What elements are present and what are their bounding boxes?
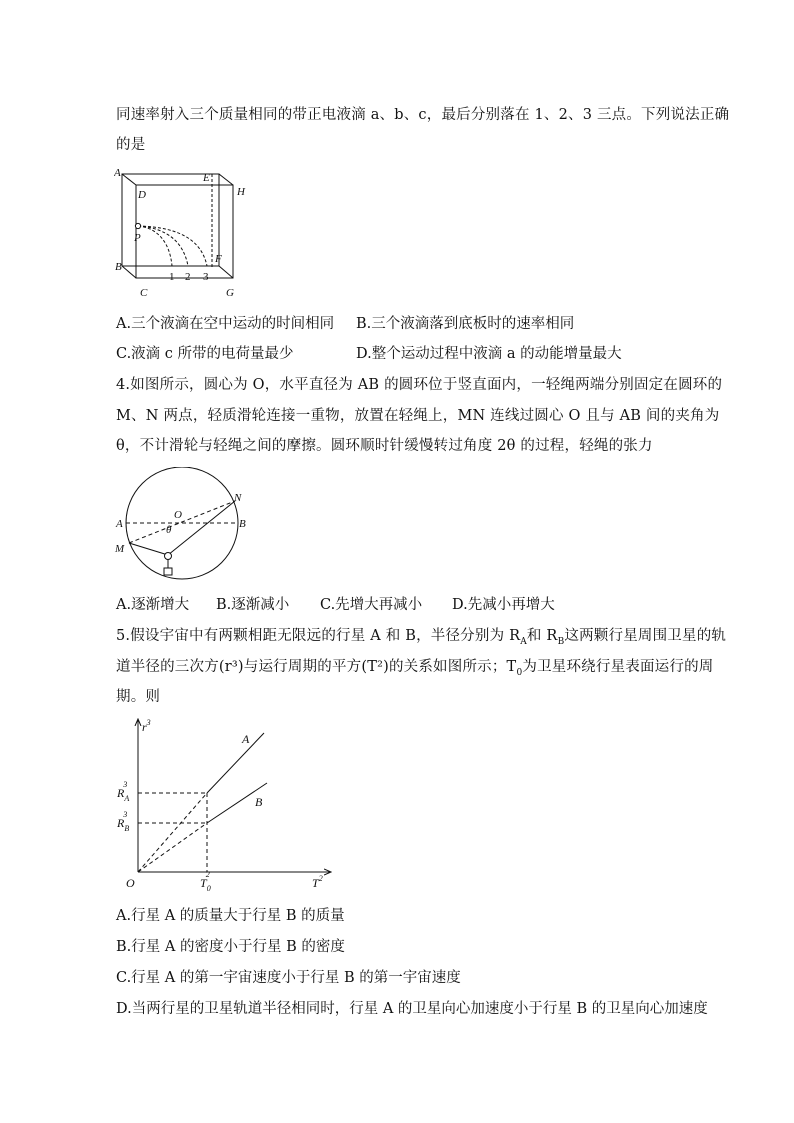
q3-option-c: C.液滴 c 所带的电荷量最少 bbox=[116, 346, 294, 362]
q5-stem-part2: 和 R bbox=[526, 628, 558, 644]
q4-circle-figure bbox=[112, 467, 260, 585]
q4-option-a: A.逐渐增大 bbox=[116, 597, 190, 613]
label-d: D bbox=[138, 189, 146, 201]
q5-option-b: B.行星 A 的密度小于行星 B 的密度 bbox=[116, 939, 345, 955]
pulley bbox=[165, 553, 172, 560]
q4-option-d: D.先减小再增大 bbox=[452, 597, 555, 613]
q5-stem-sub-a: A bbox=[520, 636, 527, 647]
line-b-label: B bbox=[255, 795, 263, 809]
label-a: A bbox=[114, 167, 121, 179]
q3-box-figure bbox=[114, 164, 254, 304]
t0-label: $T_02$ bbox=[200, 870, 211, 891]
weight bbox=[164, 568, 172, 575]
q5-option-d: D.当两行星的卫星轨道半径相同时，行星 A 的卫星向心加速度小于行星 B 的卫星向心加速度 bbox=[116, 1001, 708, 1017]
origin-label: O bbox=[126, 876, 135, 890]
line-b-dashed bbox=[138, 823, 207, 872]
q5-stem-line1 bbox=[116, 624, 726, 647]
q5-stem-line2-sub: 0 bbox=[516, 667, 523, 678]
q4-stem-line3: θ，不计滑轮与轻绳之间的摩擦。圆环顺时针缓慢转过角度 2θ 的过程，轻绳的张力 bbox=[116, 438, 653, 454]
q4-stem-line2: M、N 两点，轻质滑轮连接一重物，放置在轻绳上，MN 连线过圆心 O 且与 AB 间的夹角为 bbox=[116, 408, 720, 424]
q5-stem-line2-tail: 为卫星环绕行星表面运行的周 bbox=[522, 659, 714, 675]
line-a bbox=[207, 733, 264, 793]
y-axis-label: $r^3$ bbox=[142, 718, 151, 734]
q5-option-c: C.行星 A 的第一宇宙速度小于行星 B 的第一宇宙速度 bbox=[116, 970, 461, 986]
label-1: 1 bbox=[169, 271, 175, 283]
label-e: E bbox=[203, 172, 210, 184]
q5-stem-part1: 5.假设宇宙中有两颗相距无限远的行星 A 和 B，半径分别为 R bbox=[116, 628, 521, 644]
ra-label: $R_A3$ bbox=[117, 780, 130, 803]
trajectory-3 bbox=[138, 226, 207, 266]
q3-option-b: B.三个液滴落到底板时的速率相同 bbox=[356, 316, 575, 332]
label-c: C bbox=[140, 287, 148, 299]
label-m: M bbox=[115, 543, 125, 555]
label-3: 3 bbox=[203, 271, 209, 283]
q5-graph bbox=[112, 715, 338, 891]
box-front-face bbox=[122, 174, 219, 266]
q5-stem-sub-b: B bbox=[557, 636, 565, 647]
line-a-label: A bbox=[242, 732, 250, 746]
q4-option-b: B.逐渐减小 bbox=[216, 597, 290, 613]
q3-stem-line1: 同速率射入三个质量相同的带正电液滴 a、b、c，最后分别落在 1、2、3 三点。下列说法正确 bbox=[116, 107, 730, 123]
q3-option-a: A.三个液滴在空中运动的时间相同 bbox=[116, 316, 335, 332]
q5-option-a: A.行星 A 的质量大于行星 B 的质量 bbox=[116, 908, 345, 924]
q3-option-d: D.整个运动过程中液滴 a 的动能增量最大 bbox=[356, 346, 622, 362]
q5-stem-line3: 期。则 bbox=[116, 689, 161, 705]
rb-label: $R_B3$ bbox=[117, 810, 130, 833]
line-a-dashed bbox=[138, 793, 207, 872]
q5-stem-part3: 这两颗行星周围卫星的轨 bbox=[564, 628, 727, 644]
label-h: H bbox=[237, 186, 245, 198]
trajectory-2 bbox=[138, 226, 188, 266]
label-g: G bbox=[226, 287, 234, 299]
point-p bbox=[135, 223, 140, 228]
label-b: B bbox=[239, 518, 246, 530]
label-n: N bbox=[234, 492, 242, 504]
trajectory-1 bbox=[138, 226, 172, 266]
label-f: F bbox=[215, 253, 222, 265]
label-theta: θ bbox=[166, 524, 172, 536]
label-o: O bbox=[174, 509, 182, 521]
line-mn bbox=[129, 501, 235, 543]
q4-stem-line1: 4.如图所示，圆心为 O，水平直径为 AB 的圆环位于竖直面内，一轻绳两端分别固定在圆环的 bbox=[116, 377, 723, 393]
x-axis-label: $T^2$ bbox=[312, 874, 323, 890]
q5-stem-line2 bbox=[116, 655, 713, 678]
label-2: 2 bbox=[185, 271, 191, 283]
q4-option-c: C.先增大再减小 bbox=[320, 597, 423, 613]
q5-stem-line2-text: 道半径的三次方(r³)与运行周期的平方(T²)的关系如图所示；T bbox=[116, 659, 517, 675]
label-p: P bbox=[134, 232, 141, 244]
label-b: B bbox=[115, 261, 122, 273]
label-a: A bbox=[116, 518, 123, 530]
q3-stem-line2: 的是 bbox=[116, 137, 146, 153]
